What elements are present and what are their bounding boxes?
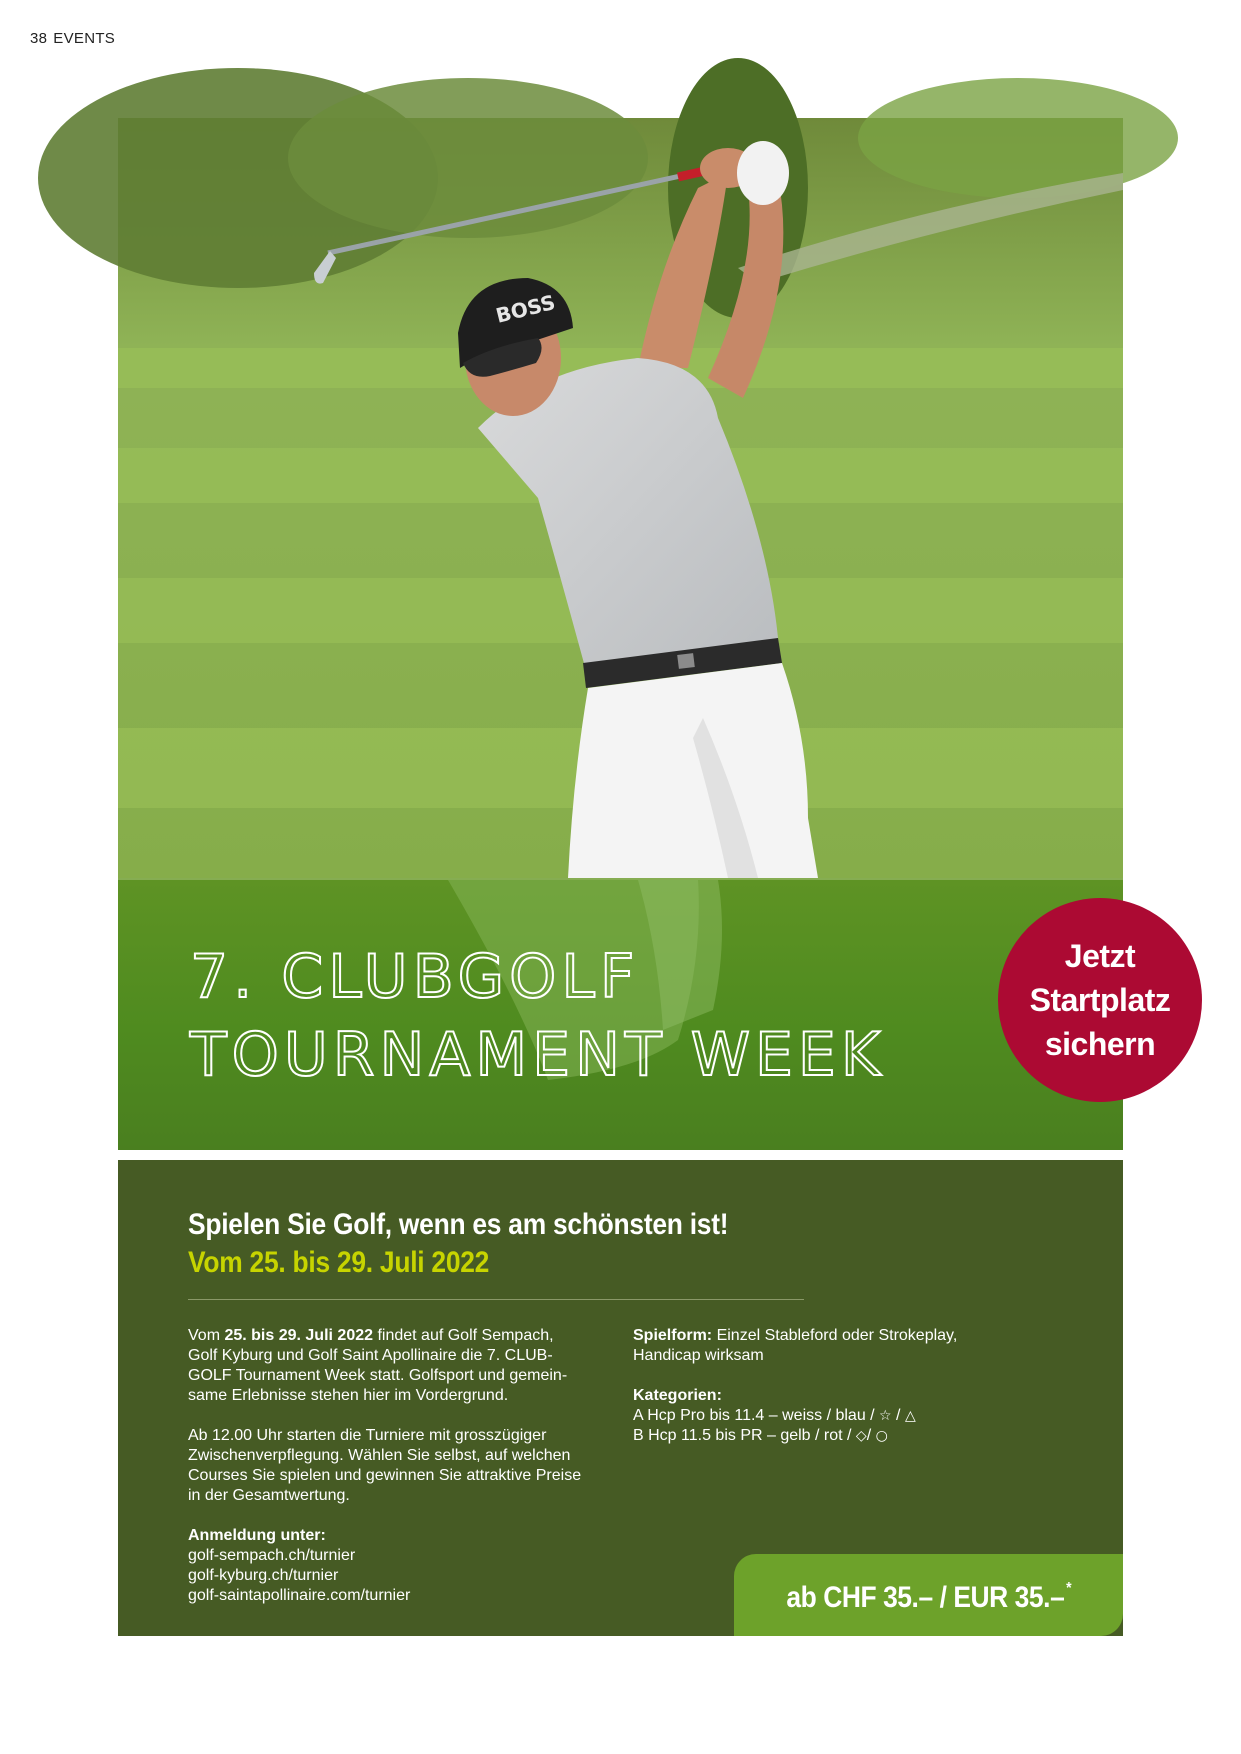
price-tag xyxy=(734,1554,1123,1636)
event-title xyxy=(190,938,885,1094)
link-sempach[interactable]: golf-sempach.ch/turnier xyxy=(188,1547,356,1564)
hero-image xyxy=(118,118,1171,1150)
price-text: ab CHF 35.– / EUR 35.– xyxy=(786,1580,1065,1614)
spielform-block: Spielform: Einzel Stableford oder Strokeplay, Handicap wirksam xyxy=(633,1327,958,1364)
intro-paragraph: Vom 25. bis 29. Juli 2022 findet auf Golf Sempach, Golf Kyburg und Golf Saint Apollinaire die 7. CLUB- GOLF Tournament Week statt. Golfsport und gemein- same Erlebnisse stehen hier im Vordergrund. xyxy=(188,1327,568,1404)
categories-block: Kategorien: A Hcp Pro bis 11.4 – weiss / blau / ☆ / △ B Hcp 11.5 bis PR – gelb / rot / ◇/ ○ xyxy=(633,1387,916,1444)
categories-label: Kategorien: xyxy=(633,1387,722,1404)
price-footnote-mark: * xyxy=(1065,1579,1071,1597)
star-icon: ☆ xyxy=(879,1408,892,1424)
event-title-line1: 7. CLUBGOLF xyxy=(190,942,640,1012)
registration-label: Anmeldung unter: xyxy=(188,1527,326,1544)
spielform-label: Spielform: xyxy=(633,1327,713,1344)
headline-text: Spielen Sie Golf, wenn es am schönsten ist! xyxy=(188,1208,729,1241)
diamond-icon: ◇ xyxy=(855,1428,867,1444)
badge-line1: Jetzt xyxy=(1064,938,1136,974)
badge-line2: Startplatz xyxy=(1029,982,1171,1018)
page-number: 38 xyxy=(30,30,48,47)
divider xyxy=(188,1299,804,1300)
badge-line3: sichern xyxy=(1044,1026,1156,1062)
event-title-line2: TOURNAMENT WEEK xyxy=(190,1020,886,1090)
circle-icon: ○ xyxy=(875,1428,888,1444)
schedule-paragraph: Ab 12.00 Uhr starten die Turniere mit grosszügiger Zwischenverpflegung. Wählen Sie selbst, auf welchen Courses Sie spielen und gewinnen Sie attraktive Preise in der Gesamtwertung. xyxy=(188,1427,582,1504)
link-saintapollinaire[interactable]: golf-saintapollinaire.com/turnier xyxy=(188,1587,411,1604)
registration-block xyxy=(188,1526,608,1606)
details-column xyxy=(633,1326,1053,1446)
event-info-box xyxy=(118,1160,1123,1636)
description-column xyxy=(188,1326,608,1606)
cap-logo: BOSS xyxy=(493,290,558,328)
section-label: EVENTS xyxy=(53,30,116,47)
link-kyburg[interactable]: golf-kyburg.ch/turnier xyxy=(188,1567,339,1584)
page-header xyxy=(30,30,115,47)
info-headline xyxy=(188,1206,802,1282)
date-text: Vom 25. bis 29. Juli 2022 xyxy=(188,1246,490,1279)
triangle-icon: △ xyxy=(904,1408,916,1424)
register-now-badge[interactable] xyxy=(998,898,1202,1102)
golfer-photo xyxy=(118,118,1123,878)
